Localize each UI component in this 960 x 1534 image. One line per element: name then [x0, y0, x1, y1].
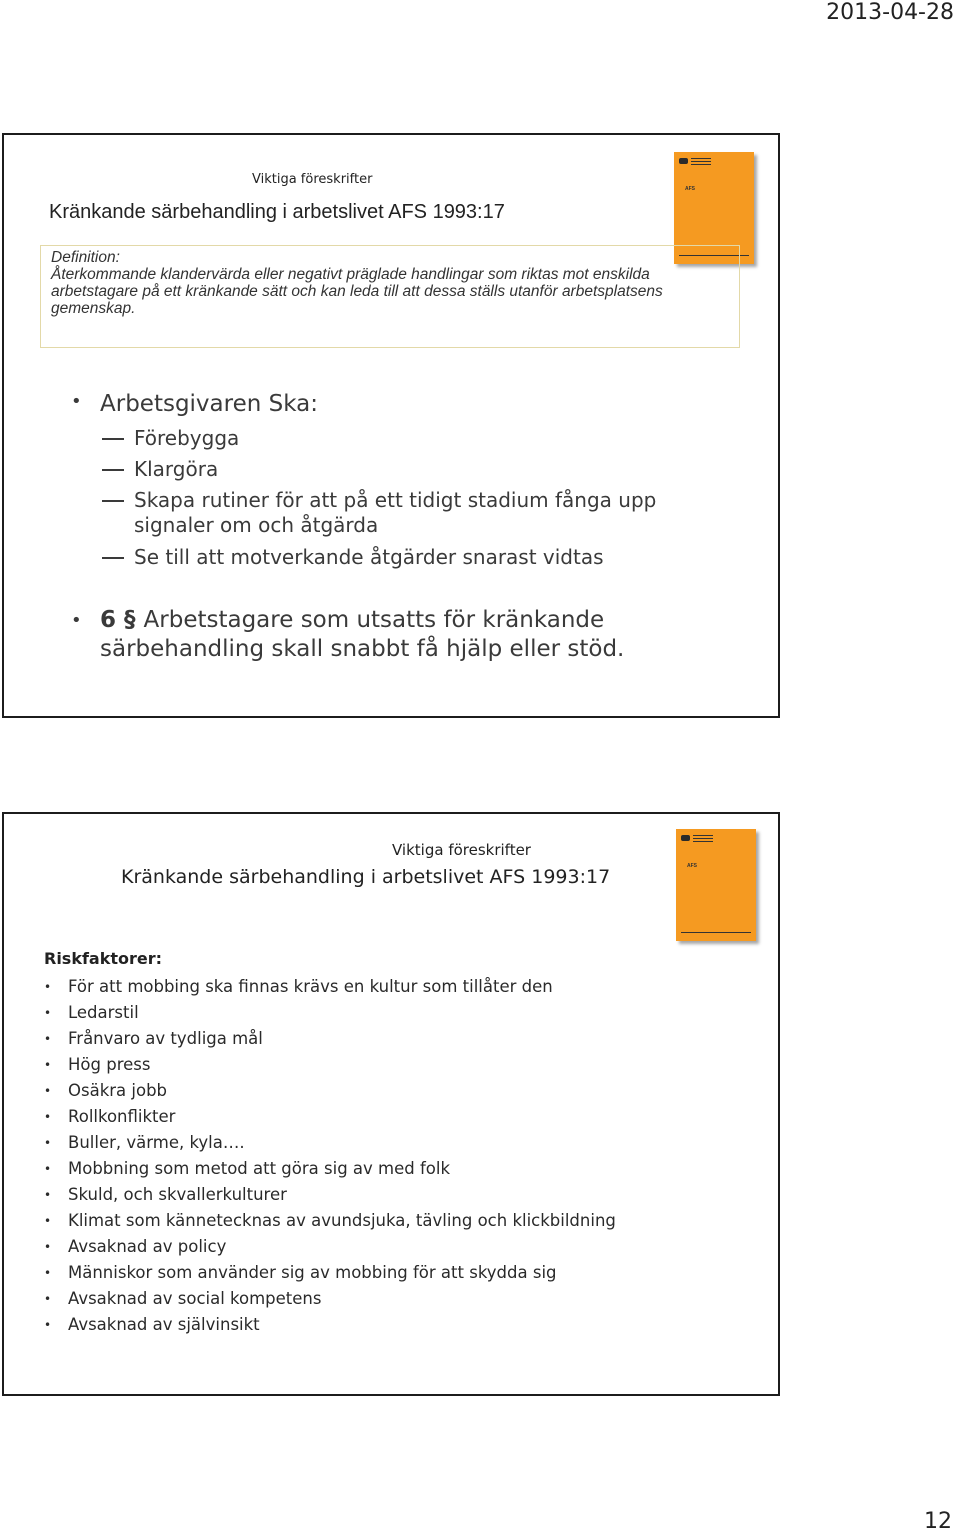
bullet-dot-icon: •	[44, 1292, 52, 1306]
list-item-text: Rollkonflikter	[68, 1107, 176, 1126]
page-date: 2013-04-28	[826, 0, 954, 25]
section-prefix: 6 §	[100, 607, 144, 633]
bullet-dot-icon: •	[44, 1058, 52, 1072]
bullet-dot-icon: •	[44, 1240, 52, 1254]
bullet-employer-must	[71, 391, 318, 417]
list-item	[44, 1286, 616, 1312]
crown-logo-icon	[681, 835, 690, 841]
list-item-text: Klimat som kännetecknas av avundsjuka, tävling och klickbildning	[68, 1211, 616, 1230]
cover-footer	[681, 932, 751, 934]
list-item	[44, 1000, 616, 1026]
list-item	[44, 1208, 616, 1234]
list-item-text: Avsaknad av policy	[68, 1237, 227, 1256]
bullet-dot-icon: •	[44, 1110, 52, 1124]
dash-icon	[102, 469, 124, 471]
definition-label: Definition:	[51, 249, 120, 266]
slide-1	[2, 133, 780, 718]
bullet-dot-icon: •	[44, 1084, 52, 1098]
bullet-dot-icon: •	[71, 610, 82, 631]
bullet-dot-icon: •	[44, 980, 52, 994]
slide-2	[2, 812, 780, 1396]
list-item-text: Buller, värme, kyla….	[68, 1133, 245, 1152]
list-item-text: Avsaknad av självinsikt	[68, 1315, 260, 1334]
slide-title: Kränkande särbehandling i arbetslivet AFS 1993:17	[121, 866, 611, 888]
bullet-dot-icon: •	[44, 1006, 52, 1020]
definition-box	[40, 245, 740, 348]
dash-icon	[102, 557, 124, 559]
sub-item	[134, 457, 218, 482]
list-item	[44, 1312, 616, 1338]
slide-kicker: Viktiga föreskrifter	[252, 172, 373, 187]
sub-item	[134, 545, 604, 570]
list-item	[44, 1026, 616, 1052]
bullet-text: Arbetsgivaren Ska:	[100, 391, 318, 417]
bullet-dot-icon: •	[44, 1136, 52, 1150]
cover-label: AFS	[687, 863, 697, 869]
list-item-text: För att mobbing ska finnas krävs en kultur som tillåter den	[68, 977, 553, 996]
list-item-text: Osäkra jobb	[68, 1081, 168, 1100]
definition-text: Återkommande klandervärda eller negativt präglade handlingar som riktas mot enskilda arbetstagare på ett kränkande sätt och kan leda till att dessa ställs utanför arbetsplatsens gemenskap.	[51, 266, 663, 317]
list-item	[44, 1260, 616, 1286]
list-item-text: Ledarstil	[68, 1003, 139, 1022]
list-item-text: Hög press	[68, 1055, 151, 1074]
sub-item-text: Förebygga	[134, 426, 240, 450]
cover-header-lines	[691, 158, 711, 159]
crown-logo-icon	[679, 158, 688, 164]
list-item-text: Människor som använder sig av mobbing för att skydda sig	[68, 1263, 557, 1282]
sub-item	[134, 488, 694, 538]
list-item	[44, 1078, 616, 1104]
list-item	[44, 974, 616, 1000]
list-item	[44, 1156, 616, 1182]
bullet-dot-icon: •	[44, 1162, 52, 1176]
list-item-text: Avsaknad av social kompetens	[68, 1289, 322, 1308]
sub-item-text: Se till att motverkande åtgärder snarast vidtas	[134, 545, 604, 569]
afs-cover-image	[676, 829, 756, 941]
list-item-text: Mobbning som metod att göra sig av med folk	[68, 1159, 451, 1178]
slide-kicker: Viktiga föreskrifter	[392, 841, 531, 859]
risk-list	[44, 974, 616, 1338]
bullet-dot-icon: •	[44, 1188, 52, 1202]
list-item	[44, 1130, 616, 1156]
sub-item-text: Klargöra	[134, 457, 219, 481]
risk-heading: Riskfaktorer:	[44, 949, 163, 968]
bullet-dot-icon: •	[44, 1032, 52, 1046]
list-item	[44, 1052, 616, 1078]
sub-item-text: Skapa rutiner för att på ett tidigt stadium fånga upp signaler om och åtgärda	[134, 488, 657, 537]
sub-item	[134, 426, 239, 451]
bullet-dot-icon: •	[44, 1318, 52, 1332]
bullet-text: Arbetstagare som utsatts för kränkande särbehandling skall snabbt få hjälp eller stöd.	[100, 607, 625, 662]
list-item	[44, 1234, 616, 1260]
cover-header-lines	[693, 835, 713, 836]
list-item	[44, 1104, 616, 1130]
slide-title: Kränkande särbehandling i arbetslivet AFS 1993:17	[49, 201, 505, 223]
dash-icon	[102, 500, 124, 502]
bullet-dot-icon: •	[71, 391, 82, 412]
page-number: 12	[924, 1509, 952, 1534]
list-item	[44, 1182, 616, 1208]
cover-label: AFS	[685, 186, 695, 192]
dash-icon	[102, 438, 124, 440]
bullet-dot-icon: •	[44, 1266, 52, 1280]
bullet-dot-icon: •	[44, 1214, 52, 1228]
list-item-text: Skuld, och skvallerkulturer	[68, 1185, 287, 1204]
bullet-section-6	[71, 606, 660, 664]
list-item-text: Frånvaro av tydliga mål	[68, 1029, 263, 1048]
